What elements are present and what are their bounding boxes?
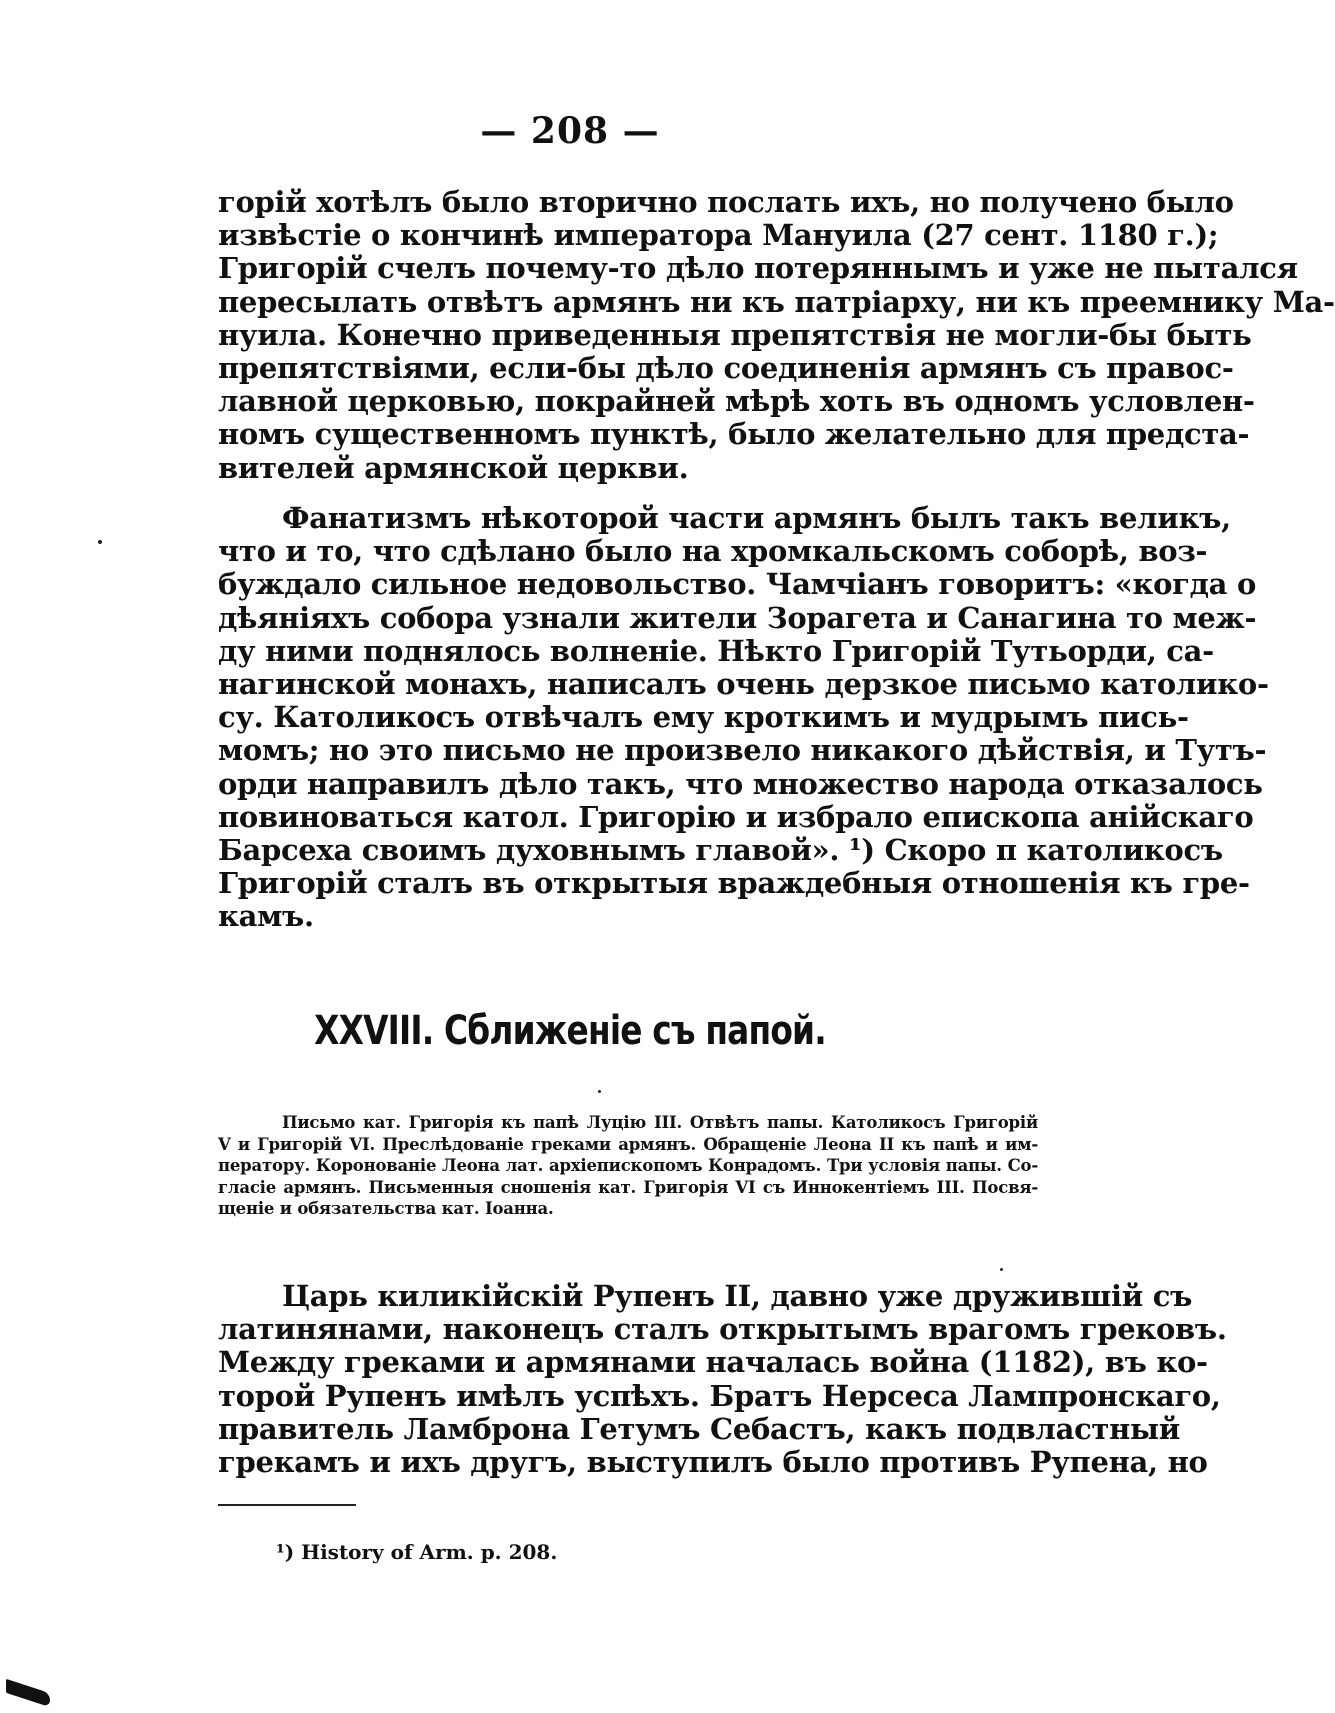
summary-line: Письмо кат. Григорія къ папѣ Луцію III. Отвѣтъ папы. Католикосъ Григорій (282, 1113, 1038, 1132)
text-line: Между греками и армянами началась война (1182), въ ко- (218, 1345, 1208, 1380)
paragraph-fanaticism (218, 501, 1269, 934)
text-line: камъ. (218, 899, 314, 934)
scan-speck (598, 1090, 601, 1093)
summary-line: гласіе армянъ. Письменныя сношенія кат. Григорія VI съ Иннокентіемъ III. Посвя- (218, 1177, 1038, 1197)
text-line: лавной церковью, покрайней мѣрѣ хоть въ одномъ условлен- (218, 384, 1255, 419)
scan-speck (98, 540, 102, 544)
text-line: вителей армянской церкви. (218, 450, 689, 485)
text-line: нуила. Конечно приведенныя препятствія не могли-бы быть (218, 317, 1252, 352)
text-line: Фанатизмъ нѣкоторой части армянъ былъ такъ великъ, (282, 501, 1231, 535)
text-line: правитель Ламброна Гетумъ Себастъ, какъ подвластный (218, 1411, 1181, 1446)
text-line: Григорій счелъ почему-то дѣло потеряннымъ и уже не пытался (218, 251, 1298, 286)
text-line: ду ними поднялось волненіе. Нѣкто Григорій Тутьорди, са- (218, 633, 1214, 668)
text-line: горій хотѣлъ было вторично послать ихъ, но получено было (218, 185, 1234, 219)
summary-line: ператору. Коронованіе Леона лат. архіепископомъ Конрадомъ. Три условія папы. Со- (218, 1156, 1038, 1175)
text-line: момъ; но это письмо не произвело никакого дѣйствія, и Тутъ- (218, 733, 1267, 768)
text-line: грекамъ и ихъ другъ, выступилъ было противъ Рупена, но (218, 1445, 1208, 1480)
chapter-summary (218, 1112, 1038, 1220)
text-line: Барсеха своимъ духовнымъ главой». ¹) Скоро п католикосъ (218, 833, 1223, 868)
text-line: дѣяніяхъ собора узнали жители Зорагета и Санагина то меж- (218, 600, 1257, 635)
text-line: препятствіями, если-бы дѣло соединенія армянъ съ правос- (218, 351, 1234, 386)
text-line: латинянами, наконецъ сталъ открытымъ врагомъ грековъ. (218, 1312, 1227, 1347)
text-line: орди направилъ дѣло такъ, что множество народа отказалось (218, 766, 1263, 801)
text-line: пересылать отвѣтъ армянъ ни къ патріарху, ни къ преемнику Ма- (218, 284, 1335, 319)
text-line: нагинской монахъ, написалъ очень дерзкое письмо католико- (218, 667, 1269, 702)
paragraph-rupen (218, 1279, 1227, 1480)
page-number: — 208 — (480, 110, 660, 152)
text-line: буждало сильное недовольство. Чамчіанъ говоритъ: «когда о (218, 567, 1257, 602)
text-line: номъ существенномъ пунктѣ, было желательно для предста- (218, 417, 1250, 452)
summary-line: V и Григорій VI. Преслѣдованіе греками армянъ. Обращеніе Леона II къ папѣ и им- (218, 1134, 1038, 1154)
scan-corner-mark (6, 1679, 50, 1707)
text-line: су. Католикосъ отвѣчалъ ему кроткимъ и мудрымъ пись- (218, 700, 1189, 735)
paragraph-continuation (218, 185, 1335, 485)
footnote-divider (218, 1504, 356, 1506)
chapter-heading: XXVIII. Сближеніе съ папой. (314, 1008, 826, 1054)
text-line: Царь киликійскій Рупенъ II, давно уже дружившій съ (282, 1279, 1193, 1313)
text-line: Григорій сталъ въ открытыя враждебныя отношенія къ гре- (218, 866, 1250, 901)
text-line: извѣстіе о кончинѣ императора Мануила (27 сент. 1180 г.); (218, 218, 1219, 253)
summary-line: щеніе и обязательства кат. Іоанна. (218, 1199, 554, 1218)
scan-speck (1000, 1268, 1003, 1271)
text-line: что и то, что сдѣлано было на хромкальскомъ соборѣ, воз- (218, 534, 1208, 569)
text-line: торой Рупенъ имѣлъ успѣхъ. Братъ Нерсеса Лампронскаго, (218, 1378, 1221, 1413)
text-line: повиноваться катол. Григорію и избрало епископа анійскаго (218, 799, 1254, 834)
footnote: ¹) History of Arm. p. 208. (276, 1540, 558, 1564)
